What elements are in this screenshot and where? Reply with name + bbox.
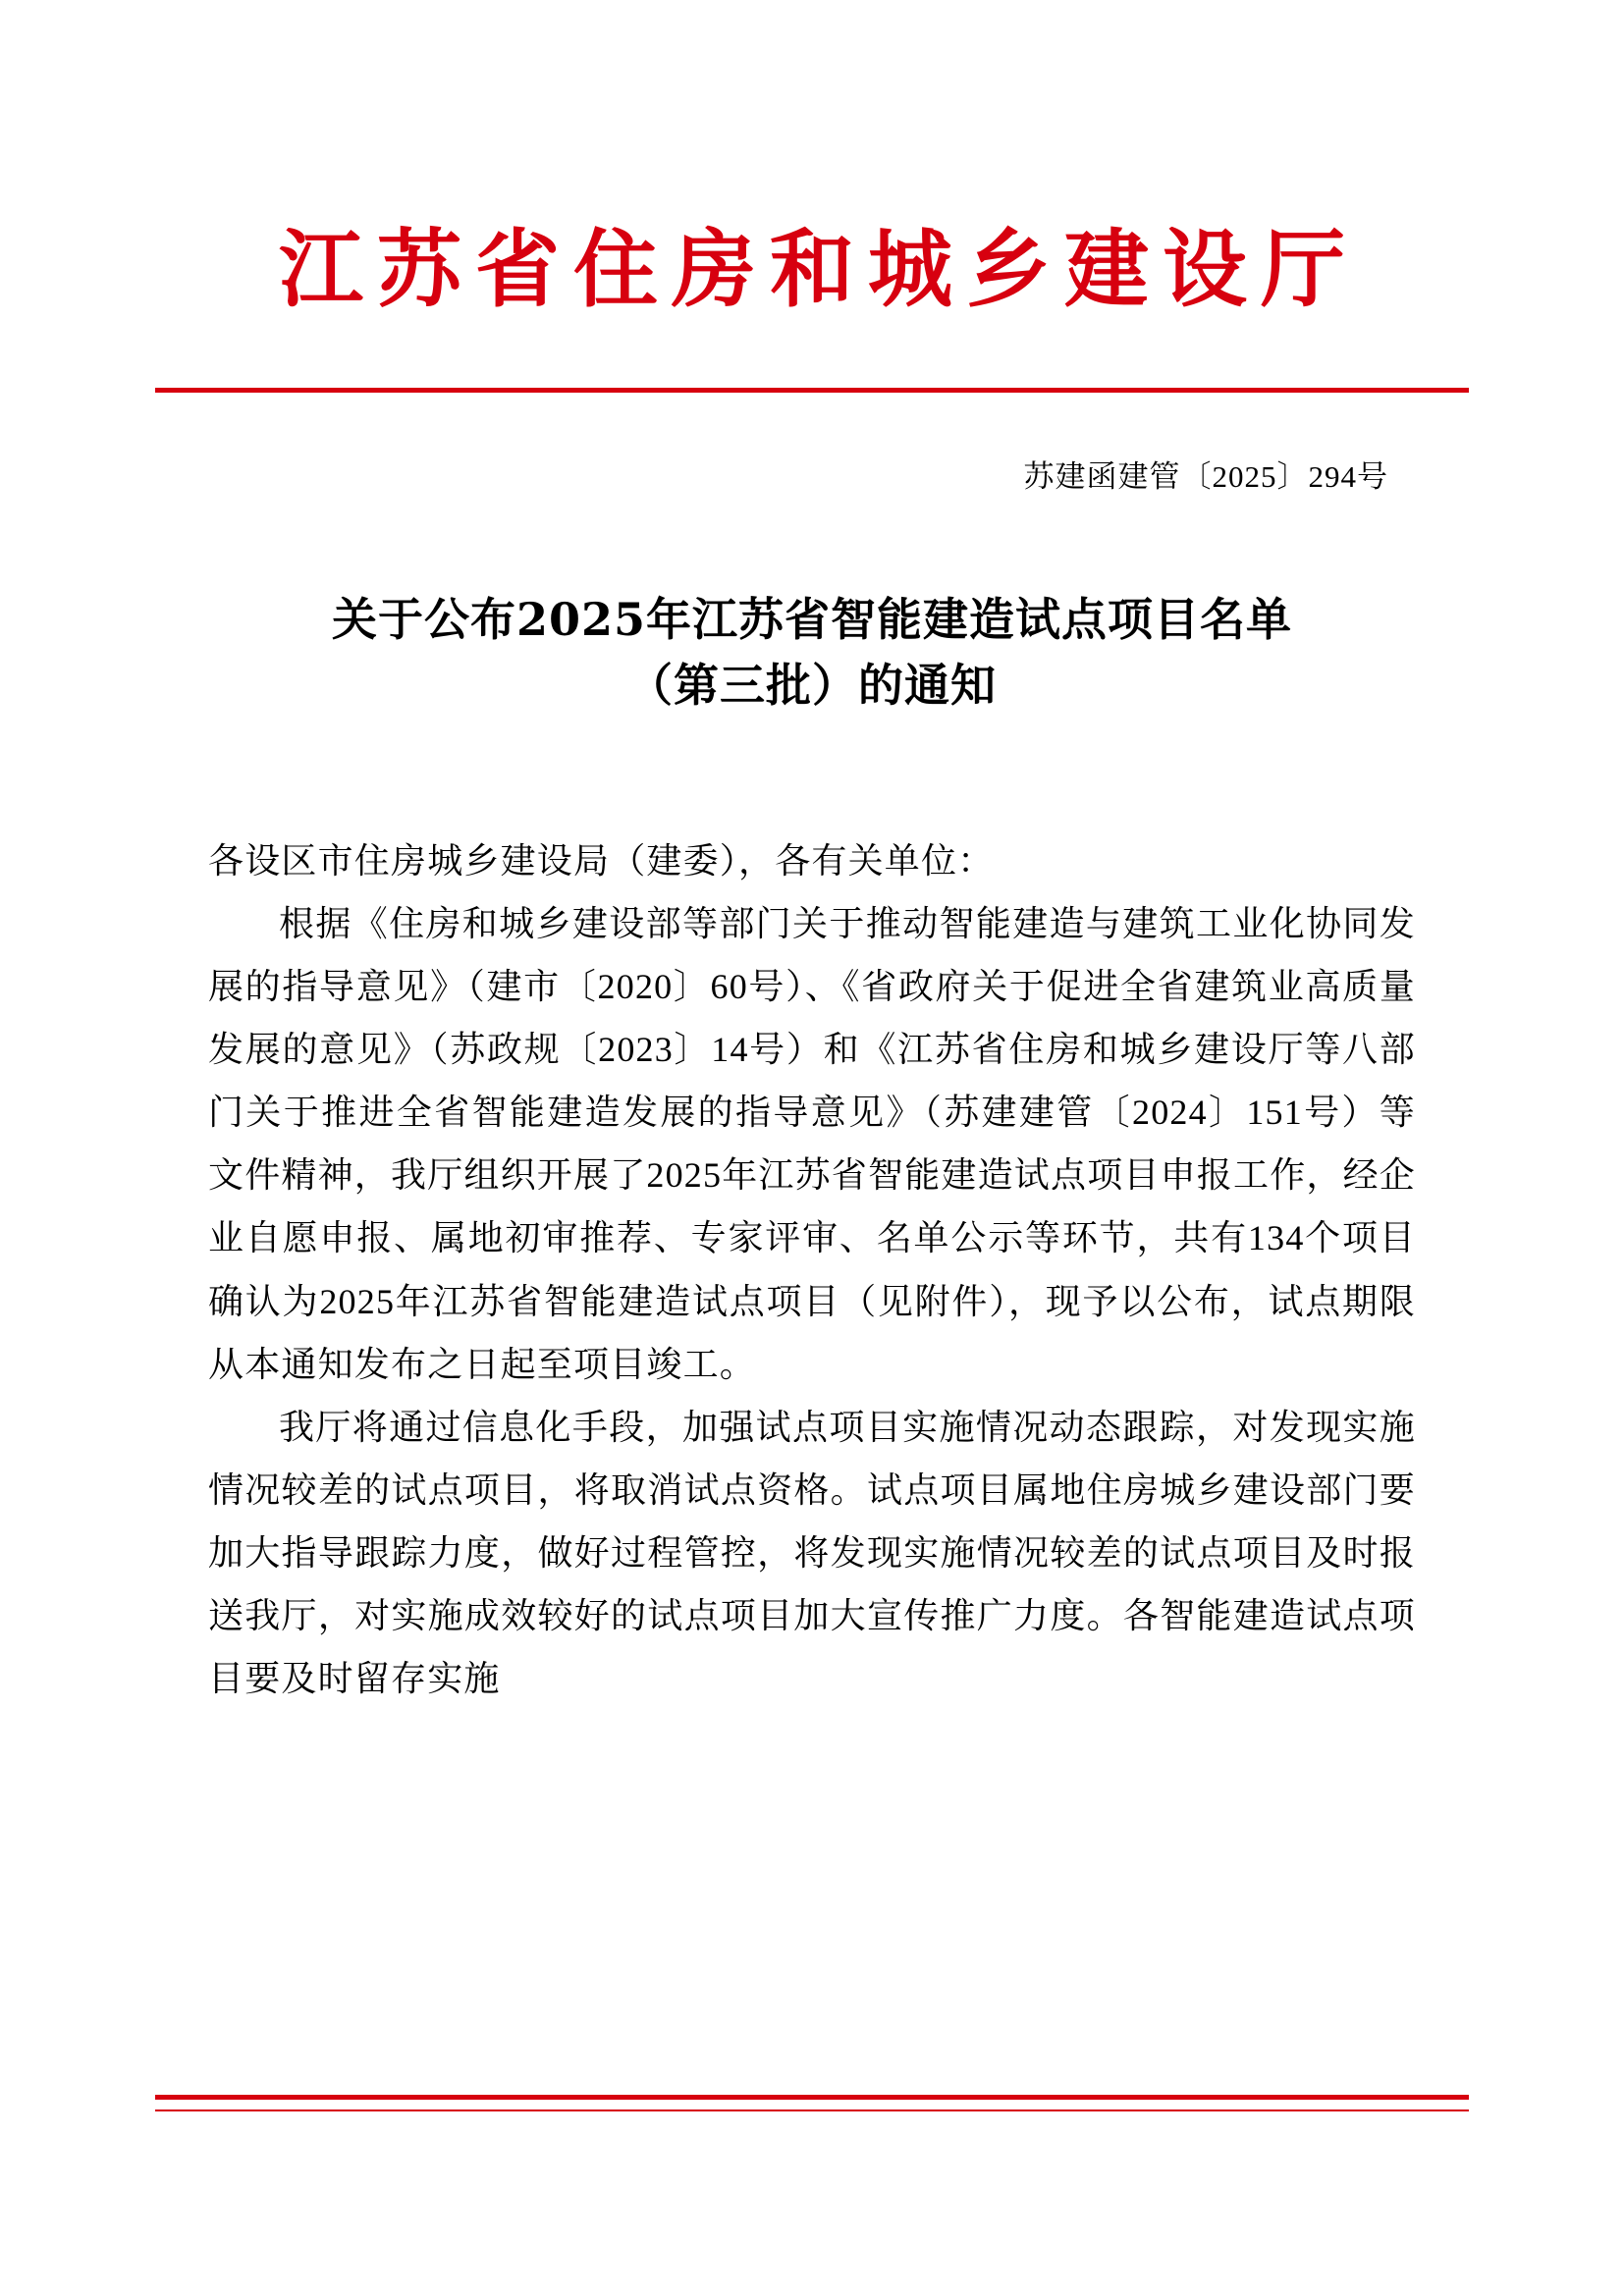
page-title — [177, 587, 1447, 718]
body-paragraph-2: 我厅将通过信息化手段，加强试点项目实施情况动态跟踪，对发现实施情况较差的试点项目，将取消试点资格。试点项目属地住房城乡建设部门要加大指导跟踪力度，做好过程管控，将发现实施情况较差的试点项目及时报送我厅，对实施成效较好的试点项目加大宣传推广力度。各智能建造试点项目要及时留存实施 — [208, 1407, 1416, 1699]
body-paragraph-1: 根据《住房和城乡建设部等部门关于推动智能建造与建筑工业化协同发展的指导意见》（建市〔2020〕60号）、《省政府关于促进全省建筑业高质量发展的意见》（苏政规〔2023〕14号）和《江苏省住房和城乡建设厅等八部门关于推进全省智能建造发展的指导意见》（苏建建管〔2024〕151号）等文件精神，我厅组织开展了2025年江苏省智能建造试点项目申报工作，经企业自愿申报、属地初审推荐、专家评审、名单公示等环节，共有134个项目确认为2025年江苏省智能建造试点项目（见附件），现予以公布，试点期限从本通知发布之日起至项目竣工。 — [208, 904, 1417, 1384]
page-title-line-2: （第三批）的通知 — [627, 658, 997, 712]
page-title-line-1: 关于公布2025年江苏省智能建造试点项目名单 — [331, 593, 1293, 646]
document-number: 苏建函建管〔2025〕294号 — [1023, 459, 1388, 494]
document-body — [208, 829, 1416, 1710]
footer-red-rule-thin — [155, 2109, 1469, 2111]
salutation: 各设区市住房城乡建设局（建委），各有关单位： — [208, 841, 995, 881]
header-red-rule — [155, 388, 1469, 393]
letterhead — [0, 220, 1624, 319]
footer-red-rule-thick — [155, 2095, 1469, 2100]
issuing-organization: 江苏省住房和城乡建设厅 — [279, 220, 1359, 319]
